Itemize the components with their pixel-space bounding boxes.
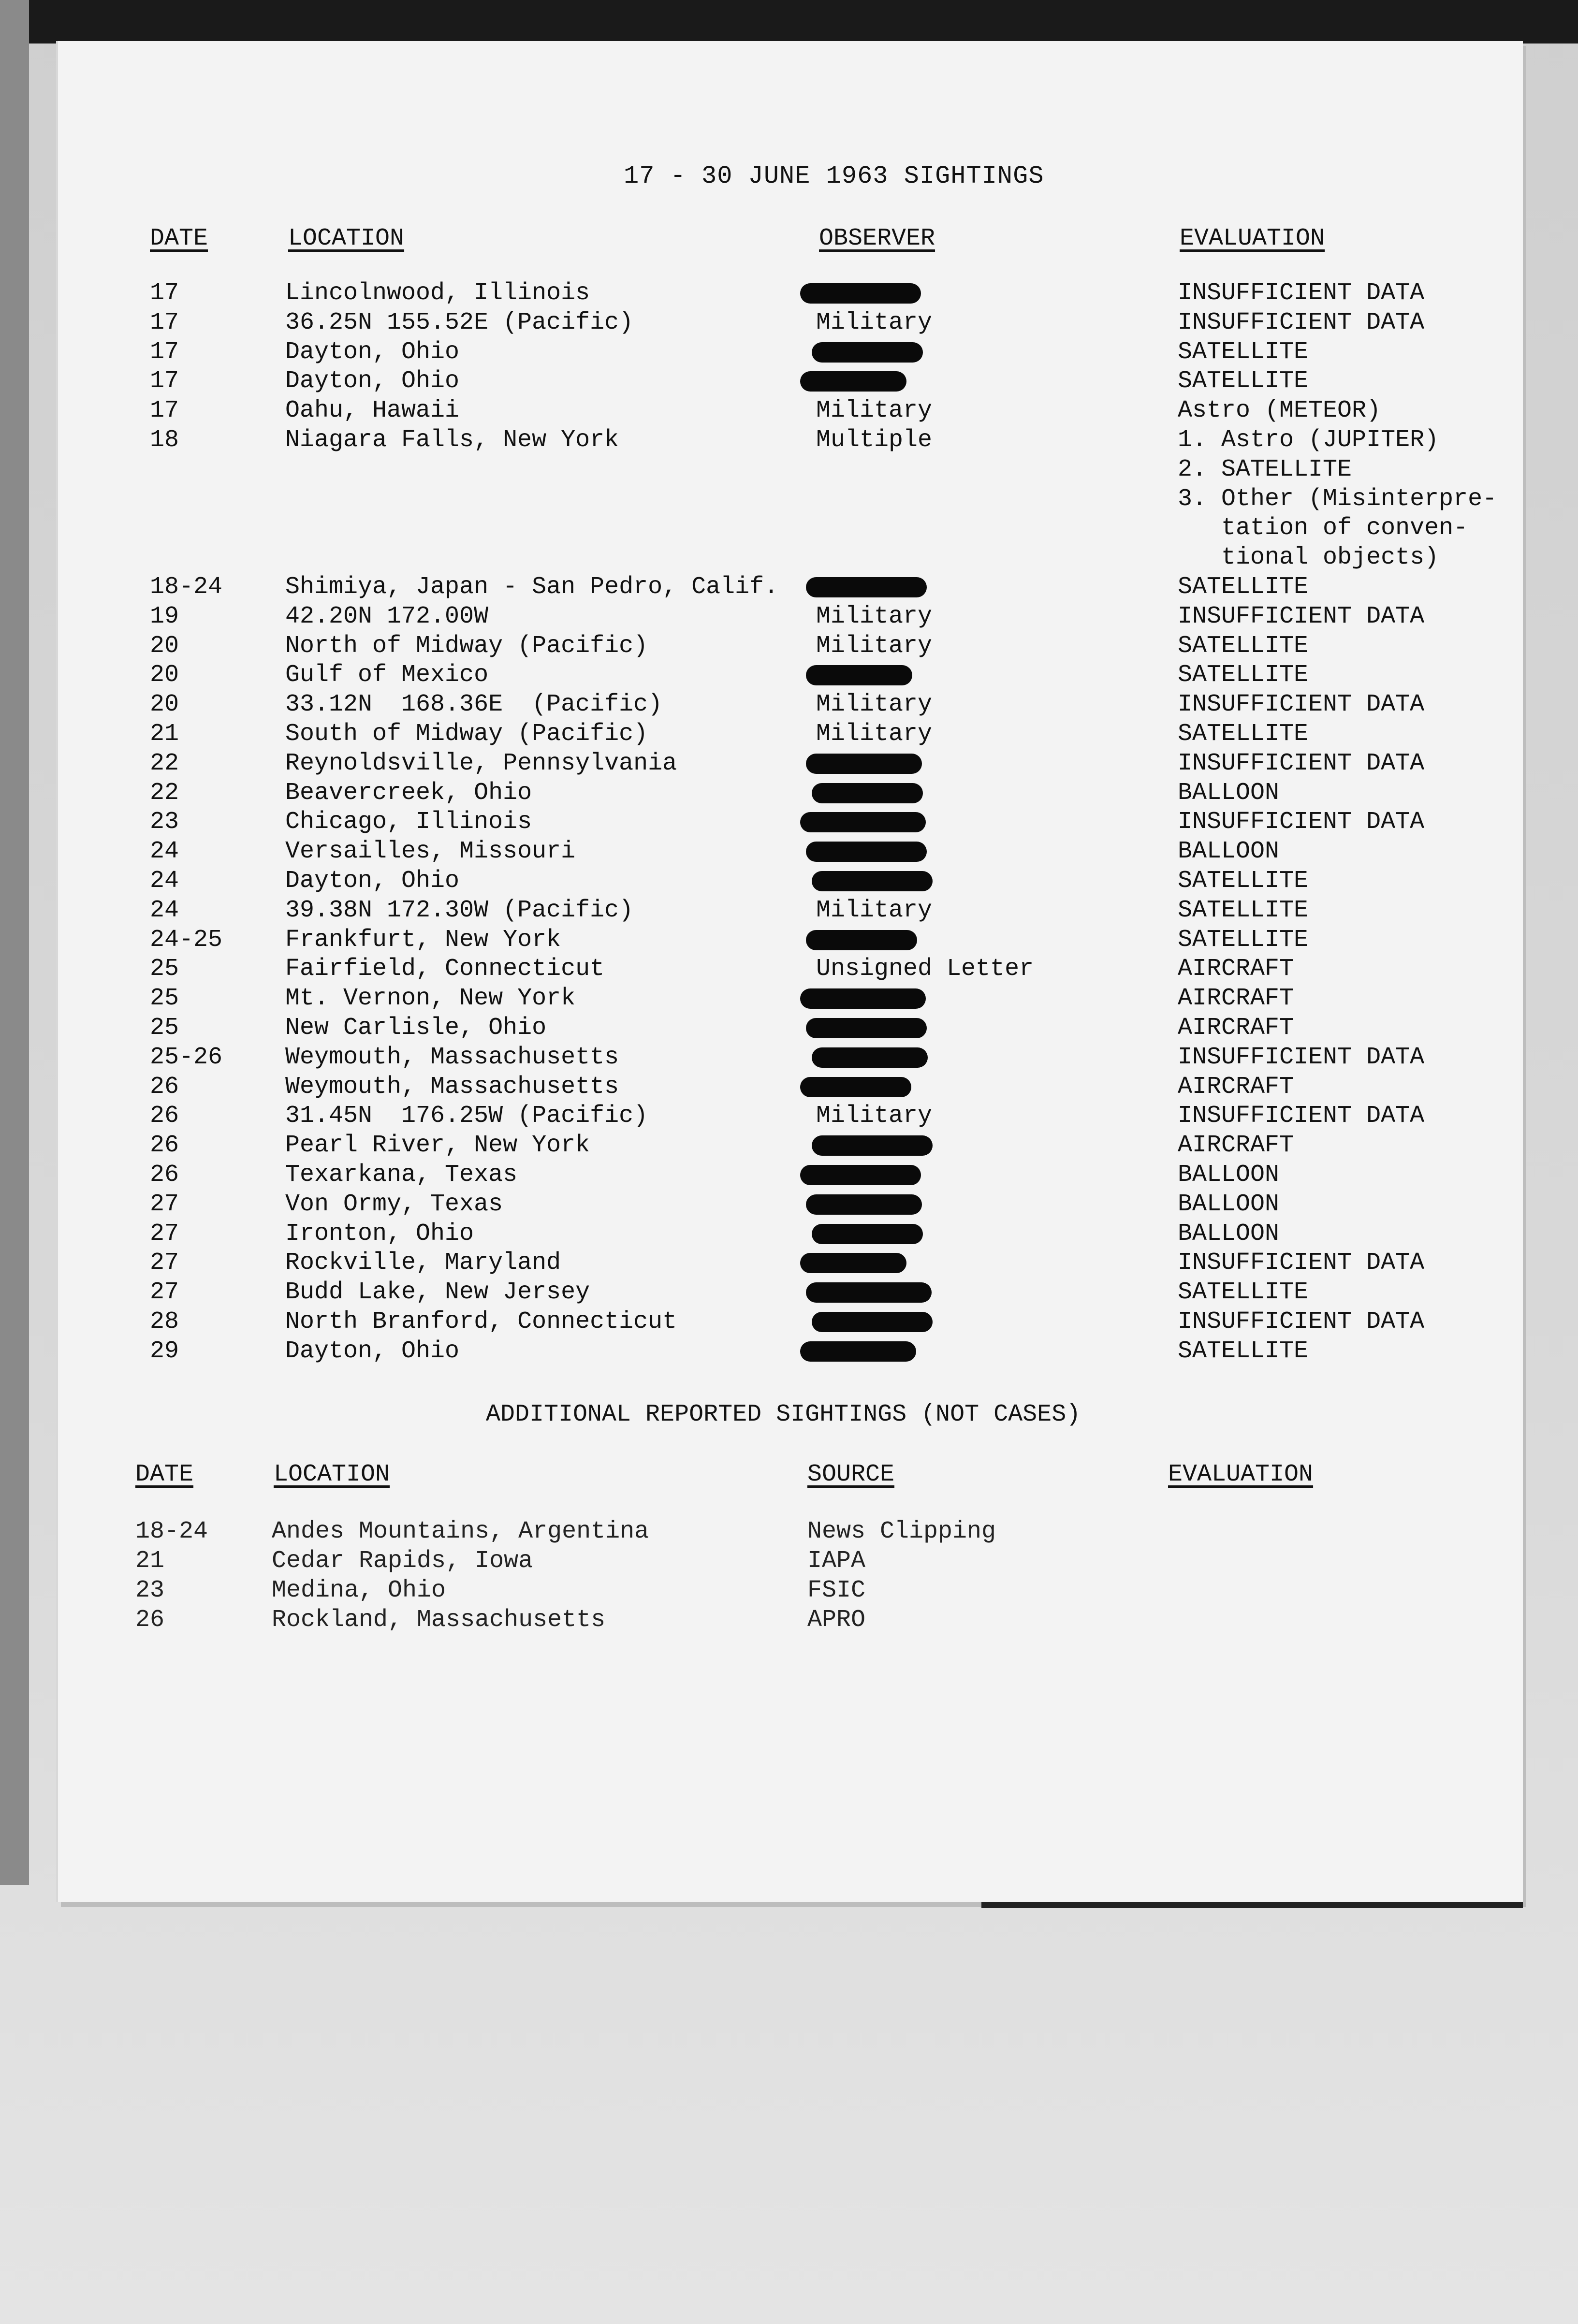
cell-evaluation: BALLOON	[1178, 1220, 1280, 1248]
cell-evaluation: INSUFFICIENT DATA	[1178, 1102, 1425, 1130]
cell-date: 17	[150, 397, 179, 424]
cell-evaluation: SATELLITE	[1178, 720, 1309, 748]
cell-date: 29	[150, 1337, 179, 1365]
cell-location: Dayton, Ohio	[285, 367, 460, 395]
cell-date: 21	[150, 720, 179, 748]
cell-date: 24	[150, 838, 179, 865]
redaction-mark	[800, 283, 921, 304]
cell-location: South of Midway (Pacific)	[285, 720, 648, 748]
cell-date: 25-26	[150, 1044, 223, 1071]
list-item	[0, 1577, 1578, 1606]
header-evaluation: EVALUATION	[1180, 225, 1325, 252]
table-row	[0, 926, 1578, 956]
cell-location: Dayton, Ohio	[285, 338, 460, 366]
cell-observer: Military	[816, 603, 933, 630]
cell-observer: Military	[816, 691, 933, 718]
table-row	[0, 1220, 1578, 1249]
cell-date: 17	[150, 367, 179, 395]
cell-location: Ironton, Ohio	[285, 1220, 474, 1248]
table-row	[0, 1102, 1578, 1132]
table-row	[0, 750, 1578, 779]
redaction-mark	[812, 1312, 933, 1332]
cell-location: 36.25N 155.52E (Pacific)	[285, 309, 634, 336]
table-row	[0, 338, 1578, 368]
table-row	[0, 632, 1578, 662]
cell-date: 25	[150, 985, 179, 1012]
additional-header-location: LOCATION	[274, 1461, 390, 1488]
cell-location: 42.20N 172.00W	[285, 603, 489, 630]
cell-evaluation: BALLOON	[1178, 779, 1280, 807]
cell-date: 27	[150, 1191, 179, 1218]
cell-location: Dayton, Ohio	[285, 867, 460, 895]
cell-location: Versailles, Missouri	[285, 838, 576, 865]
cell-evaluation: SATELLITE	[1178, 661, 1309, 689]
redaction-mark	[812, 342, 923, 363]
cell-evaluation: INSUFFICIENT DATA	[1178, 1044, 1425, 1071]
cell-location: Reynoldsville, Pennsylvania	[285, 750, 677, 777]
table-row	[0, 955, 1578, 985]
table-row	[0, 426, 1578, 456]
cell-date: 28	[150, 1308, 179, 1336]
redaction-mark	[800, 1341, 916, 1362]
table-row	[0, 514, 1578, 544]
cell-location: Weymouth, Massachusetts	[285, 1073, 619, 1101]
table-row	[0, 397, 1578, 426]
cell-date: 20	[150, 661, 179, 689]
cell-location: Oahu, Hawaii	[285, 397, 460, 424]
redaction-mark	[812, 1135, 933, 1156]
cell-source: IAPA	[807, 1547, 866, 1575]
film-border-top	[0, 0, 1578, 44]
cell-evaluation: Astro (METEOR)	[1178, 397, 1381, 424]
cell-location: Pearl River, New York	[285, 1132, 590, 1159]
cell-date: 23	[150, 808, 179, 836]
cell-evaluation: SATELLITE	[1178, 367, 1309, 395]
table-row	[0, 1044, 1578, 1073]
table-row	[0, 1249, 1578, 1278]
cell-date: 18-24	[135, 1518, 208, 1545]
cell-evaluation: SATELLITE	[1178, 632, 1309, 660]
cell-date: 27	[150, 1278, 179, 1306]
cell-location: Dayton, Ohio	[285, 1337, 460, 1365]
cell-source: FSIC	[807, 1577, 866, 1604]
cell-location: Von Ormy, Texas	[285, 1191, 503, 1218]
table-row	[0, 1014, 1578, 1044]
cell-evaluation: INSUFFICIENT DATA	[1178, 750, 1425, 777]
table-row	[0, 985, 1578, 1014]
cell-observer: Unsigned Letter	[816, 955, 1034, 983]
cell-evaluation: INSUFFICIENT DATA	[1178, 691, 1425, 718]
cell-date: 18-24	[150, 573, 223, 601]
cell-evaluation: 1. Astro (JUPITER)	[1178, 426, 1439, 454]
redaction-mark	[806, 577, 927, 597]
additional-header-date: DATE	[135, 1461, 194, 1488]
redaction-mark	[812, 871, 933, 891]
table-row	[0, 720, 1578, 750]
cell-evaluation: INSUFFICIENT DATA	[1178, 1308, 1425, 1336]
cell-location: 39.38N 172.30W (Pacific)	[285, 897, 634, 924]
additional-header-source: SOURCE	[807, 1461, 895, 1488]
cell-date: 21	[135, 1547, 165, 1575]
cell-evaluation: BALLOON	[1178, 1161, 1280, 1189]
cell-location: North of Midway (Pacific)	[285, 632, 648, 660]
cell-date: 19	[150, 603, 179, 630]
cell-date: 17	[150, 338, 179, 366]
cell-date: 26	[150, 1102, 179, 1130]
table-row	[0, 1073, 1578, 1103]
header-observer: OBSERVER	[819, 225, 935, 252]
cell-date: 24-25	[150, 926, 223, 954]
additional-header-evaluation: EVALUATION	[1168, 1461, 1314, 1488]
cell-evaluation: BALLOON	[1178, 1191, 1280, 1218]
redaction-mark	[800, 371, 906, 392]
cell-location: Shimiya, Japan - San Pedro, Calif.	[285, 573, 779, 601]
redaction-mark	[806, 1194, 922, 1215]
table-row	[0, 1191, 1578, 1220]
additional-sightings-title: ADDITIONAL REPORTED SIGHTINGS (NOT CASES)	[486, 1401, 1081, 1428]
cell-evaluation: tation of conven-	[1178, 514, 1468, 542]
cell-location: Lincolnwood, Illinois	[285, 279, 590, 307]
redaction-mark	[800, 988, 926, 1009]
cell-location: 31.45N 176.25W (Pacific)	[285, 1102, 648, 1130]
cell-location: New Carlisle, Ohio	[285, 1014, 547, 1042]
cell-evaluation: SATELLITE	[1178, 1337, 1309, 1365]
cell-evaluation: tional objects)	[1178, 544, 1439, 571]
table-row	[0, 1278, 1578, 1308]
table-row	[0, 661, 1578, 691]
cell-location: Cedar Rapids, Iowa	[272, 1547, 533, 1575]
cell-location: Budd Lake, New Jersey	[285, 1278, 590, 1306]
redaction-mark	[812, 1224, 923, 1244]
cell-location: Rockland, Massachusetts	[272, 1606, 606, 1634]
cell-evaluation: SATELLITE	[1178, 897, 1309, 924]
cell-observer: Military	[816, 309, 933, 336]
cell-date: 26	[150, 1161, 179, 1189]
cell-source: APRO	[807, 1606, 866, 1634]
table-row	[0, 1161, 1578, 1191]
cell-date: 20	[150, 691, 179, 718]
cell-source: News Clipping	[807, 1518, 996, 1545]
cell-evaluation: 3. Other (Misinterpre-	[1178, 485, 1497, 513]
redaction-mark	[806, 842, 927, 862]
cell-date: 27	[150, 1220, 179, 1248]
cell-observer: Military	[816, 1102, 933, 1130]
redaction-mark	[812, 1047, 928, 1068]
cell-date: 25	[150, 1014, 179, 1042]
cell-date: 25	[150, 955, 179, 983]
redaction-mark	[806, 665, 912, 685]
table-row	[0, 544, 1578, 573]
cell-date: 17	[150, 309, 179, 336]
cell-location: Gulf of Mexico	[285, 661, 489, 689]
table-row	[0, 1308, 1578, 1337]
cell-evaluation: SATELLITE	[1178, 867, 1309, 895]
cell-location: Frankfurt, New York	[285, 926, 561, 954]
cell-location: Andes Mountains, Argentina	[272, 1518, 649, 1545]
cell-date: 17	[150, 279, 179, 307]
cell-evaluation: INSUFFICIENT DATA	[1178, 1249, 1425, 1277]
cell-date: 26	[135, 1606, 165, 1634]
redaction-mark	[806, 754, 922, 774]
cell-date: 18	[150, 426, 179, 454]
table-row	[0, 808, 1578, 838]
cell-evaluation: INSUFFICIENT DATA	[1178, 279, 1425, 307]
cell-evaluation: INSUFFICIENT DATA	[1178, 309, 1425, 336]
list-item	[0, 1547, 1578, 1577]
cell-evaluation: INSUFFICIENT DATA	[1178, 603, 1425, 630]
table-row	[0, 573, 1578, 603]
cell-observer: Military	[816, 632, 933, 660]
cell-evaluation: AIRCRAFT	[1178, 1073, 1294, 1101]
table-row	[0, 691, 1578, 720]
cell-evaluation: AIRCRAFT	[1178, 955, 1294, 983]
table-row	[0, 367, 1578, 397]
redaction-mark	[806, 1282, 932, 1303]
cell-location: North Branford, Connecticut	[285, 1308, 677, 1336]
redaction-mark	[800, 1253, 906, 1273]
cell-location: Rockville, Maryland	[285, 1249, 561, 1277]
list-item	[0, 1606, 1578, 1636]
redaction-mark	[812, 783, 923, 803]
table-row	[0, 867, 1578, 897]
cell-date: 27	[150, 1249, 179, 1277]
cell-observer: Military	[816, 397, 933, 424]
cell-evaluation: BALLOON	[1178, 838, 1280, 865]
header-location: LOCATION	[288, 225, 405, 252]
cell-observer: Military	[816, 720, 933, 748]
table-row	[0, 1132, 1578, 1161]
table-row	[0, 603, 1578, 632]
table-row	[0, 485, 1578, 515]
cell-location: Chicago, Illinois	[285, 808, 532, 836]
table-row	[0, 309, 1578, 338]
cell-date: 22	[150, 779, 179, 807]
cell-evaluation: AIRCRAFT	[1178, 1132, 1294, 1159]
table-row	[0, 897, 1578, 926]
cell-evaluation: AIRCRAFT	[1178, 1014, 1294, 1042]
header-date: DATE	[150, 225, 208, 252]
cell-date: 26	[150, 1073, 179, 1101]
page-edge-shadow	[981, 1902, 1523, 1908]
document-title: 17 - 30 JUNE 1963 SIGHTINGS	[624, 162, 1044, 190]
cell-location: Texarkana, Texas	[285, 1161, 518, 1189]
list-item	[0, 1518, 1578, 1547]
cell-location: 33.12N 168.36E (Pacific)	[285, 691, 663, 718]
redaction-mark	[806, 1018, 927, 1038]
cell-date: 20	[150, 632, 179, 660]
table-row	[0, 279, 1578, 309]
cell-location: Weymouth, Massachusetts	[285, 1044, 619, 1071]
table-row	[0, 1337, 1578, 1367]
cell-observer: Military	[816, 897, 933, 924]
cell-evaluation: SATELLITE	[1178, 573, 1309, 601]
cell-evaluation: SATELLITE	[1178, 338, 1309, 366]
redaction-mark	[800, 812, 926, 832]
cell-date: 24	[150, 867, 179, 895]
cell-location: Beavercreek, Ohio	[285, 779, 532, 807]
cell-evaluation: SATELLITE	[1178, 1278, 1309, 1306]
redaction-mark	[800, 1165, 921, 1185]
cell-date: 23	[135, 1577, 165, 1604]
redaction-mark	[800, 1077, 911, 1097]
table-row	[0, 779, 1578, 809]
cell-location: Mt. Vernon, New York	[285, 985, 576, 1012]
cell-evaluation: AIRCRAFT	[1178, 985, 1294, 1012]
redaction-mark	[806, 930, 917, 950]
cell-location: Fairfield, Connecticut	[285, 955, 605, 983]
cell-evaluation: INSUFFICIENT DATA	[1178, 808, 1425, 836]
table-row	[0, 456, 1578, 485]
cell-observer: Multiple	[816, 426, 933, 454]
cell-evaluation: SATELLITE	[1178, 926, 1309, 954]
cell-date: 24	[150, 897, 179, 924]
cell-location: Niagara Falls, New York	[285, 426, 619, 454]
cell-date: 22	[150, 750, 179, 777]
cell-evaluation: 2. SATELLITE	[1178, 456, 1352, 483]
cell-location: Medina, Ohio	[272, 1577, 446, 1604]
table-row	[0, 838, 1578, 867]
cell-date: 26	[150, 1132, 179, 1159]
